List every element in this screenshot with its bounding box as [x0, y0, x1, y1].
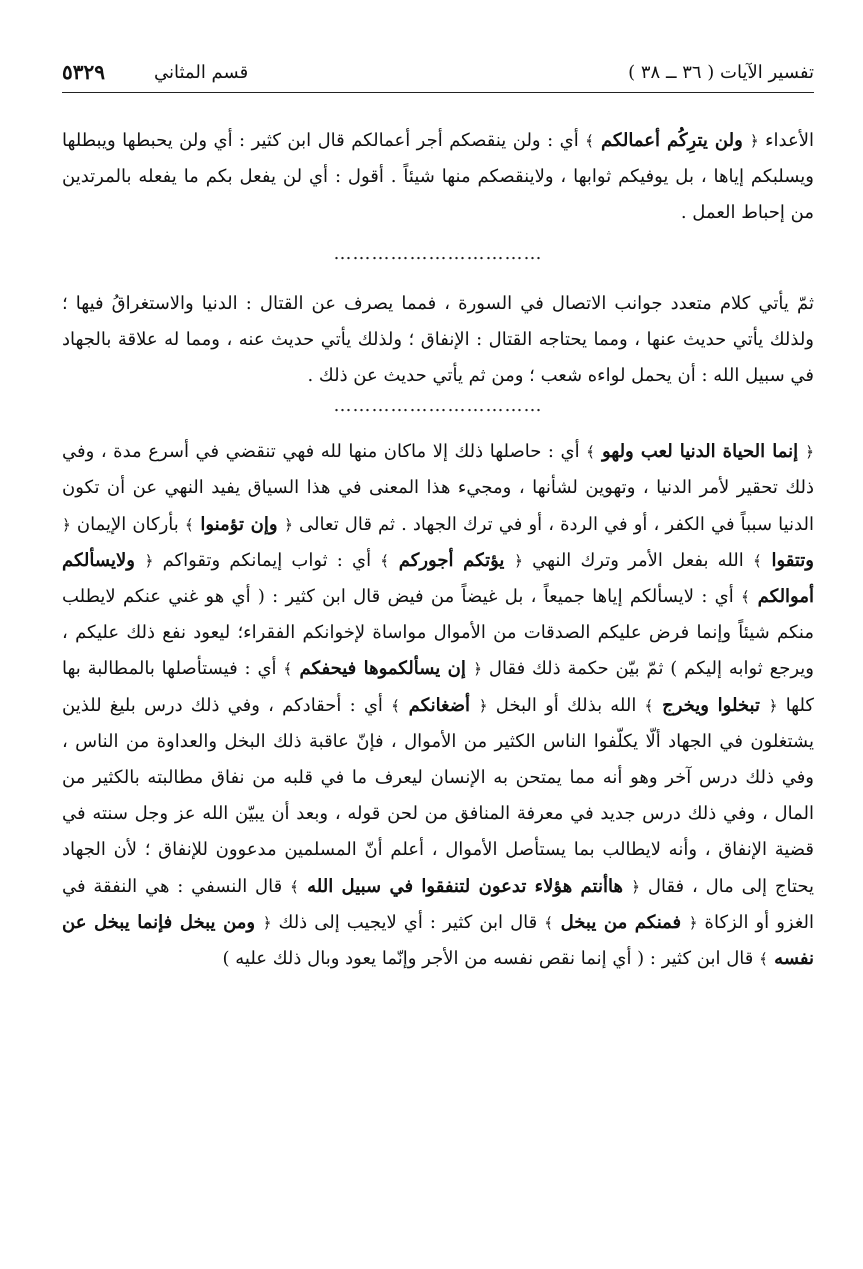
book-page [62, 58, 814, 1248]
quran-verse: إنما الحياة الدنيا لعب ولهو [594, 441, 806, 463]
quran-verse: إن يسألكموها فيحفكم [292, 658, 474, 680]
commentary-text: قال ابن كثير : أي لايجيب إلى ذلك [271, 911, 545, 933]
quran-bracket: ﴾ [283, 660, 293, 679]
commentary-text: الله بفعل الأمر وترك النهي [522, 549, 753, 571]
commentary-text: أي : ثواب إيمانكم وتقواكم [153, 549, 381, 571]
quran-bracket: ﴾ [585, 132, 594, 150]
quran-bracket: ﴿ [478, 696, 488, 715]
separator-dots: …………………………… [333, 395, 543, 417]
commentary-text: أي : لايسألكم إياها جميعاً ، بل غيضاً من فيض قال ابن كثير : ( أي هو غني عنكم لايطلب منكم شيئاً وإنما فرض عليكم الصدقات من الأموال مواساة لإخوانكم الفقراء؛ ليعود نفع ذلك عليكم ، ويرجع ثوابه إليكم ) ثمّ بيّن حكمة ذلك فقال [62, 586, 814, 680]
quran-bracket: ﴿ [473, 660, 483, 679]
quran-verse: فمنكم من يبخل [553, 911, 689, 933]
quran-bracket: ﴿ [144, 551, 154, 570]
commentary-text: الله بذلك أو البخل [487, 694, 645, 716]
quran-bracket: ﴿ [768, 696, 778, 715]
commentary-text: الأعداء [758, 130, 814, 151]
quran-verse: ومن يبخل فإنما يبخل عن نفسه [62, 911, 814, 970]
quran-bracket: ﴿ [688, 913, 698, 932]
quran-verse: ولايسألكم أموالكم [62, 549, 814, 608]
quran-verse: يؤتكم أجوركم [389, 549, 515, 571]
commentary-text: أي : حاصلها ذلك إلا ماكان منها لله فهي تنقضي في أسرع مدة ، وفي ذلك تحقير لأمر الدنيا ، وتهوين لشأنها ، ومجيء هذا المعنى في هذا السياق يفيد النهي عن أن تكون الدنيا سبباً في الكفر ، أو في الردة ، أو في ترك الجهاد . ثم قال تعالى [62, 441, 815, 535]
section-name: قسم المثاني [154, 62, 249, 83]
quran-bracket: ﴾ [759, 950, 768, 969]
quran-bracket: ﴿ [262, 913, 272, 932]
quran-bracket: ﴿ [62, 515, 71, 534]
quran-verse: هاأنتم هؤلاء تدعون لتنفقوا في سبيل الله [298, 875, 632, 897]
commentary-text: قال النسفي : هي النفقة في الغزو أو الزكاة [62, 875, 814, 933]
paragraph-2 [62, 286, 814, 395]
quran-verse: أضغانكم [399, 694, 479, 716]
quran-verse: وتتقوا [761, 549, 814, 571]
commentary-text: بأركان الإيمان [70, 513, 185, 535]
quran-bracket: ﴾ [544, 913, 554, 932]
commentary-text: أي : فيستأصلها بالمطالبة بها كلها [62, 658, 815, 716]
page-number: ٥٣٢٩ [62, 60, 105, 84]
quran-bracket: ﴾ [644, 696, 654, 715]
quran-bracket: ﴿ [514, 551, 523, 570]
paragraph-1 [62, 123, 814, 232]
quran-bracket: ﴾ [289, 877, 299, 896]
commentary-text: ثمّ يأتي كلام متعدد جوانب الاتصال في السورة ، فمما يصرف عن القتال : الدنيا والاستغراقُ فيها ؛ ولذلك يأتي حديث عنها ، ومما يحتاجه القتال : الإنفاق ؛ ولذلك يأتي حديث عنه ، ومما له علاقة بالجهاد في سبيل الله : أن يحمل لواءه شعب ؛ ومن ثم يأتي حديث عن ذلك . [62, 292, 814, 387]
separator-dots: …………………………… [333, 242, 543, 264]
paragraph-3 [62, 434, 814, 977]
running-title: تفسير الآيات ( ٣٦ ــ ٣٨ ) [628, 62, 814, 83]
quran-bracket: ﴿ [284, 515, 293, 534]
quran-verse: وإن تؤمنوا [193, 513, 285, 535]
quran-bracket: ﴾ [586, 443, 595, 462]
quran-verse: تبخلوا ويخرج [653, 694, 769, 716]
commentary-text: قال ابن كثير : ( أي إنما نقص نفسه من الأجر وإنّما يعود وبال ذلك عليه ) [222, 948, 760, 970]
quran-verse: ولن يترِكُم أعمالكم [593, 130, 750, 151]
page-header [62, 58, 814, 93]
quran-bracket: ﴾ [184, 515, 194, 534]
quran-bracket: ﴿ [805, 443, 814, 462]
quran-bracket: ﴿ [631, 877, 641, 896]
quran-bracket: ﴾ [391, 696, 400, 715]
quran-bracket: ﴾ [380, 551, 390, 570]
commentary-text: أي : ولن ينقصكم أجر أعمالكم قال ابن كثير : أي ولن يحبطها ويبطلها ويسلبكم إياها ، بل يوفيكم ثوابها ، ولاينقصكم منها شيئاً . أقول : أي لن يفعل بكم ما يفعله بالمرتدين من إحباط العمل . [62, 130, 814, 224]
quran-bracket: ﴾ [741, 588, 750, 607]
quran-bracket: ﴿ [749, 132, 759, 150]
commentary-text: أي : أحقادكم ، وفي ذلك درس بليغ للذين يشتغلون في الجهاد ألّا يكلّفوا الناس الكثير من الأموال ، فإنّ عاقبة ذلك البخل والعداوة من الناس ، وفي ذلك درس آخر وهو أنه مما يمتحن به الإنسان ليعرف ما في قلبه من نفاق مطالبته بالكثير من المال ، وفي ذلك درس جديد في معرفة المنافق من لحن قوله ، وبعد أن يبيّن الله عز وجل سنته في قضية الإنفاق ، وأنه لايطالب بما يستأصل الأموال ، أعلم أنّ المسلمين مدعوون للإنفاق ؛ لأن الجهاد يحتاج إلى مال ، فقال [62, 694, 815, 897]
quran-bracket: ﴾ [752, 551, 762, 570]
